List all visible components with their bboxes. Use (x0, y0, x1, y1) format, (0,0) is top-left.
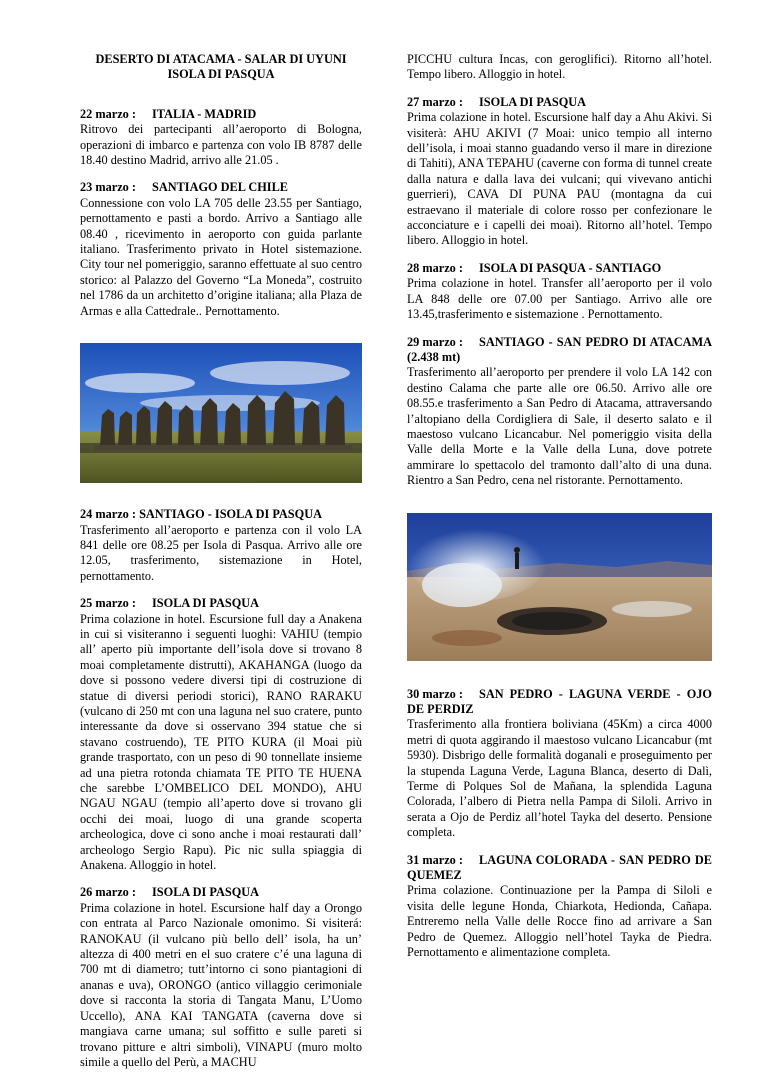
day-24-section (80, 507, 362, 584)
day-body: Prima colazione in hotel. Escursione half day a Ahu Akivi. Si visiterà: AHU AKIVI (7 Moai: unico tempio all interno dell’isola, i moai stanno guadando verso il mare in direzione di Tahiti), ANA TEPAHU (caverne con forma di tunnel create dalla natura e dalla lava dei vulcani; qui vivevano antichi guerrieri), CAVA DI PUNA PAU (montagna da cui estraevano il materiale di colore rosso per confezionare le acconciature e i capelli dei moai). Ritorno all’hotel. Tempo libero. Alloggio in hotel. (407, 110, 712, 248)
day-body: Prima colazione. Continuazione per la Pampa di Siloli e visita delle legune Honda, Chiarkota, Hedionda, Cañapa. Entreremo nella Valle delle Rocce fino ad arrivare a San Pedro de Quemez. Alloggio nell’hotel Tayka de Piedra. Pernottamento e alimentazione completa. (407, 883, 712, 960)
day-place: ISOLA DI PASQUA (479, 94, 587, 109)
day-date: 27 marzo : (407, 94, 463, 109)
day-date: 23 marzo : (80, 180, 136, 195)
day-date: 29 marzo : (407, 334, 463, 349)
continued-body: PICCHU cultura Incas, con geroglifici). Ritorno all’hotel. Tempo libero. Alloggio in hotel. (407, 52, 712, 82)
day-body: Prima colazione in hotel. Transfer all’aeroporto per il volo LA 848 delle ore 07.00 per Santiago. Arrivo alle ore 13.45,trasferimento e sistemazione . Pernottamento. (407, 276, 712, 322)
day-heading (407, 335, 712, 366)
day-place: SAN PEDRO - LAGUNA VERDE - OJO DE PERDIZ (407, 686, 712, 716)
day-place: SANTIAGO DEL CHILE (152, 180, 288, 195)
day-place: ITALIA - MADRID (152, 106, 257, 121)
day-body: Trasferimento alla frontiera boliviana (45Km) a circa 4000 metri di quota aggirando il maestoso vulcano Licancabur (mt 5930). Disbrigo delle formalità doganali e proseguimento per la stupenda Laguna Verde, Laguna Blanca, deserto di Dalì, Terme di Polques Sol de Mañana, la splendida Laguna Colorada, l’albero di Pietra nella Pampa di Siloli. Arrivo in serata a Ojo de Perdiz all’hotel Tayka del deserto. Pensione completa. (407, 717, 712, 840)
day-23-section (80, 180, 362, 319)
geyser-photo (407, 513, 712, 661)
day-27-section (407, 95, 712, 249)
title-line-2: ISOLA DI PASQUA (167, 67, 275, 82)
moai-illustration (80, 343, 362, 483)
day-heading (407, 687, 712, 718)
day-heading (407, 261, 712, 276)
day-heading (80, 596, 362, 611)
title-line-1: DESERTO DI ATACAMA - SALAR DI UYUNI (95, 52, 347, 66)
day-place: ISOLA DI PASQUA (152, 885, 260, 900)
day-place: SANTIAGO - ISOLA DI PASQUA (139, 507, 322, 522)
day-body: Prima colazione in hotel. Escursione full day a Anakena in cui si visiteranno i seguenti luoghi: VAHIU (tempio all’ aperto più importante dell’isola dove si trovano 8 moai completamente distrutti), AKAHANGA (luogo da dove si possono vedere diversi tipi di costruzione di statue di diversi periodi storici), RANO RARAKU (vulcano di 250 mt con una laguna nel suo cratere, punto interessante da dove si osservano 394 statue che si stavano costruendo), TE PITO KURA (il Moai più grande trasportato, con un peso di 90 tonnellate insieme ad una pietra rotonda chiamata TE PITO TE HUENA che sarebbe L’OMBELICO DEL MONDO), AHU NGAU NGAU (tempio all’aperto dove si trovano gli occhi dei moai, luogo di una grande scoperta archeologica, dove ci sono anche i moai restaurati dall’ archeologo Sergio Rapu). Pic nic sulla spiaggia di Anakena. Alloggio in hotel. (80, 611, 362, 873)
day-date: 28 marzo : (407, 260, 463, 275)
day-body: Trasferimento all’aeroporto per prendere il volo LA 142 con destino Calama che parte alle ore 06.50. Arrivo alle ore 08.55.e trasferimento a San Pedro di Atacama, attraversando l’altopiano della Cordigliera di Sale, il deserto salato e il maestoso vulcano Licancabur. Nel pomeriggio visita della Valle della Morte e la Valle della Luna, dove potrete ammirare lo spettacolo del tramonto dall’alto di una duna. Rientro a San Pedro, cena nel ristorante. Pernottamento. (407, 365, 712, 488)
day-date: 24 marzo : (80, 507, 136, 522)
moai-photo (80, 343, 362, 483)
day-date: 30 marzo : (407, 686, 463, 701)
day-place: SANTIAGO - SAN PEDRO DI ATACAMA (2.438 mt) (407, 334, 712, 364)
right-column (407, 52, 712, 972)
day-heading (80, 885, 362, 900)
day-30-section (407, 687, 712, 841)
day-body: Connessione con volo LA 705 delle 23.55 per Santiago, pernottamento e pasti a bordo. Arrivo a Santiago alle 08.40 , ricevimento in aeroporto con guida parlante italiano. Trasferimento privato in Hotel sistemazione. City tour nel pomeriggio, saranno effettuate al suo centro storico: al Palazzo del Governo “La Moneda”, costruito nel 1786 da un architetto d’origine italiana; alla Plaza de Armas e alla Cattedrale.. Pernottamento. (80, 195, 362, 318)
left-column (80, 52, 362, 1082)
day-28-section (407, 261, 712, 323)
day-place: ISOLA DI PASQUA - SANTIAGO (479, 260, 662, 275)
day-heading (80, 507, 362, 522)
geyser-illustration (407, 513, 712, 661)
day-heading (407, 95, 712, 110)
day-31-section (407, 853, 712, 961)
day-date: 26 marzo : (80, 885, 136, 900)
day-body: Trasferimento all’aeroporto e partenza con il volo LA 841 delle ore 08.25 per Isola di Pasqua. Arrivo alle ore 12.05, trasferimento, sistemazione in Hotel, pernottamento. (80, 522, 362, 583)
day-date: 31 marzo : (407, 852, 463, 867)
day-heading (80, 180, 362, 195)
day-29-section (407, 335, 712, 489)
document-title (80, 52, 362, 83)
continued-text (407, 52, 712, 83)
day-date: 22 marzo : (80, 106, 136, 121)
day-heading (80, 107, 362, 122)
day-26-section (80, 885, 362, 1070)
day-heading (407, 853, 712, 884)
day-date: 25 marzo : (80, 596, 136, 611)
day-place: LAGUNA COLORADA - SAN PEDRO DE QUEMEZ (407, 852, 712, 883)
day-body: Prima colazione in hotel. Escursione half day a Orongo con entrata al Parco Nazionale omonimo. Si visiterá: RANOKAU (il vulcano più bello dell’ isola, ha un’ altezza di 400 metri en el suo cratere c’é una laguna di 700 mt di diametro; tutt’intorno ci sono piantagioni di ananas e uva), ORONGO (antico villaggio cerimoniale dove si racconta la storia di Tangata Manu, L’Uomo Uccello), ANA KAI TANGATA (caverna dove si mangiava carne umana; sul soffitto e sulle pareti si trovano pitture e altri simboli), VINAPU (muro molto simile a quello del Perù, a MACHU (80, 900, 362, 1069)
day-place: ISOLA DI PASQUA (152, 596, 260, 611)
day-25-section (80, 596, 362, 873)
day-22-section (80, 107, 362, 169)
day-body: Ritrovo dei partecipanti all’aeroporto di Bologna, operazioni di imbarco e partenza con volo IB 8787 delle 18.40 destino Madrid, arrivo alle 21.05 . (80, 122, 362, 168)
